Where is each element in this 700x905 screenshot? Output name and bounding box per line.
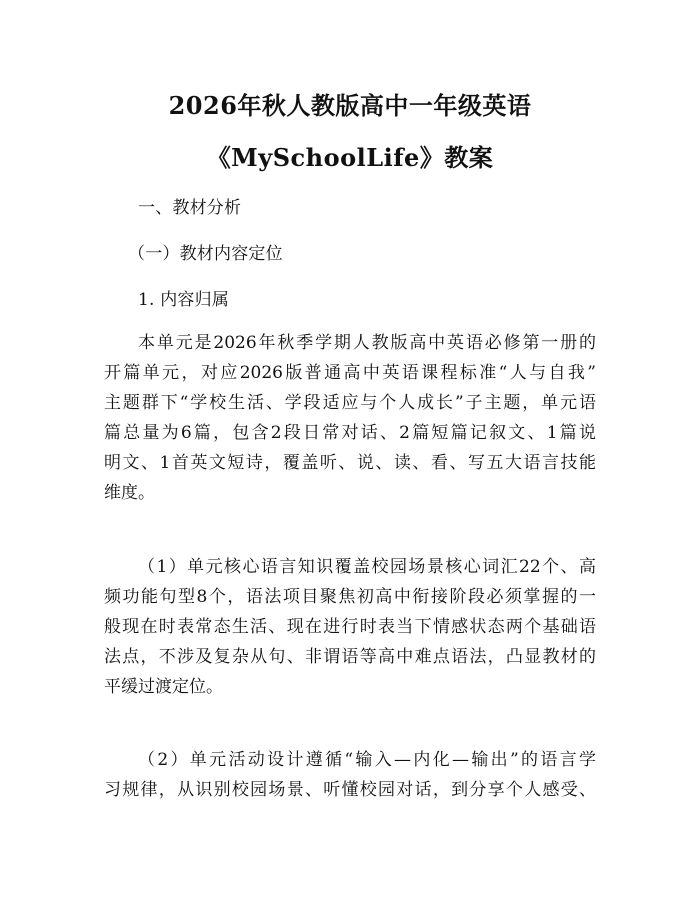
paragraph-line: （1）单元核心语言知识覆盖校园场景核心词汇22个、高 [138,557,596,577]
document-title-line-1: 2026年秋人教版高中一年级英语 [168,91,532,120]
paragraph-line: 本单元是2026年秋季学期人教版高中英语必修第一册的 [138,333,596,353]
paragraph-unit-overview [104,328,596,508]
paragraph-line: 般现在时表常态生活、现在进行时表当下情感状态两个基础语 [104,617,596,637]
paragraph-line: 维度。 [104,483,155,503]
paragraph-line: （2）单元活动设计遵循“输入—内化—输出”的语言学 [138,750,596,770]
subsection-heading-content-positioning: （一）教材内容定位 [128,244,283,264]
paragraph-line: 习规律，从识别校园场景、听懂校园对话，到分享个人感受、 [104,780,596,800]
section-heading-teaching-material-analysis: 一、教材分析 [138,198,242,218]
paragraph-line: 开篇单元，对应2026版普通高中英语课程标准“人与自我” [104,363,596,383]
item-heading-content-affiliation: 1. 内容归属 [138,290,230,310]
paragraph-line: 主题群下“学校生活、学段适应与个人成长”子主题，单元语 [104,393,596,413]
paragraph-line: 篇总量为6篇，包含2段日常对话、2篇短篇记叙文、1篇说 [104,423,596,443]
paragraph-line: 明文、1首英文短诗，覆盖听、说、读、看、写五大语言技能 [104,453,596,473]
document-title-line-2: 《MySchoolLife》教案 [206,143,494,172]
paragraph-line: 频功能句型8个，语法项目聚焦初高中衔接阶段必须掌握的一 [104,587,596,607]
paragraph-core-language-knowledge [104,552,596,702]
paragraph-line: 法点，不涉及复杂从句、非谓语等高中难点语法，凸显教材的 [104,647,596,667]
paragraph-line: 平缓过渡定位。 [104,677,223,697]
paragraph-activity-design [104,745,596,805]
